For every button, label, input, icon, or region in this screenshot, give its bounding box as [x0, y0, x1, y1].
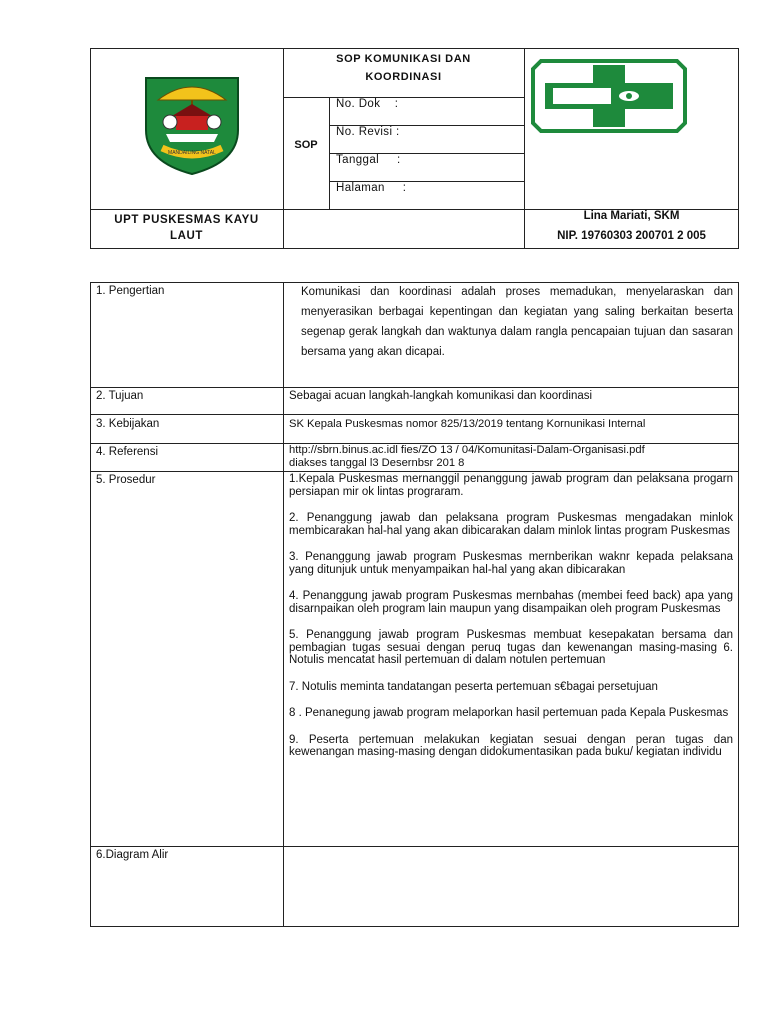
meta-halaman: Halaman :	[336, 182, 407, 194]
prosedur-step-3: 3. Penanggung jawab program Puskesmas mernberikan waknr kepada pelaksana yang ditunjuk untuk menyampaikan hal-hal yang akan dibicarakan	[289, 551, 733, 576]
prosedur-step-5: 5. Penanggung jawab program Puskesmas membuat kesepakatan bersama dan pembagian tugas sesuai dengan peruq tugas dan kewenangan masing-masing 6. Notulis mencatat hasil pertemuan di dalam notulen pertemuan	[289, 629, 733, 666]
kebijakan-label: 3. Kebijakan	[96, 418, 160, 430]
referensi-line-2: diakses tanggal l3 Desernbsr 201 8	[289, 457, 465, 469]
prosedur-step-4: 4. Penanggung jawab program Puskesmas mernbahas (membei feed back) apa yang disarnpaikan oleh program lain maupun yang disampaikan oleh program Puskesmas	[289, 590, 733, 615]
prosedur-step-2: 2. Penanggung jawab dan pelaksana program Puskesmas mengadakan minlok membicarakan hal-hal yang akan dibicarakan dalam minlok lintas program Puskesmas	[289, 512, 733, 537]
referensi-label: 4. Referensi	[96, 446, 159, 458]
meta-no-dok: No. Dok :	[336, 98, 399, 110]
signer-block	[524, 206, 739, 246]
document-title	[283, 50, 524, 86]
prosedur-label: 5. Prosedur	[96, 474, 156, 486]
prosedur-steps	[283, 472, 739, 760]
diagram-area	[284, 847, 738, 926]
title-line-2: KOORDINASI	[365, 71, 442, 83]
org-line-2: LAUT	[169, 230, 204, 242]
prosedur-step-6: 7. Notulis meminta tandatangan peserta pertemuan s€bagai persetujuan	[289, 680, 658, 693]
signer-name: Lina Mariati, SKM	[583, 210, 680, 222]
prosedur-step-8: 9. Peserta pertemuan melakukan kegiatan sesuai dengan peran tugas dan kewenangan masing-masing dengan didokumentasikan pada buku/ kegiatan individu	[289, 733, 733, 758]
body-hline-2	[90, 414, 739, 415]
pengertian-text: Komunikasi dan koordinasi adalah proses memadukan, menyelaraskan dan menyerasikan berbagai kepentingan dan kegiatan yang saling berkaitan beserta segenap gerak langkah dan waktunya dalam rangla pencapaian tujuan dan sasaran bersama yang akan dicapai.	[301, 286, 733, 358]
title-line-1: SOP KOMUNIKASI DAN	[336, 53, 471, 65]
pengertian-label: 1. Pengertian	[96, 285, 165, 297]
tujuan-label: 2. Tujuan	[96, 390, 144, 402]
referensi-line-1: http://sbrn.binus.ac.idl fies/ZO 13 / 04/Komunitasi-Dalam-Organisasi.pdf	[289, 444, 645, 456]
org-line-1: UPT PUSKESMAS KAYU	[114, 214, 259, 226]
referensi-text	[283, 444, 739, 470]
kebijakan-text: SK Kepala Puskesmas nomor 825/13/2019 tentang Kornunikasi Internal	[289, 418, 646, 430]
organization-name	[90, 212, 283, 244]
puskesmas-logo	[531, 59, 687, 133]
regency-logo	[140, 70, 244, 178]
prosedur-step-7: 8 . Penanegung jawab program melaporkan hasil pertemuan pada Kepala Puskesmas	[289, 707, 729, 719]
header-hline-title	[283, 97, 524, 98]
meta-no-revisi: No. Revisi :	[336, 126, 400, 138]
logo-text: MANDAILING NATAL	[168, 150, 216, 156]
diagram-label: 6.Diagram Alir	[96, 849, 169, 861]
prosedur-step-1: 1.Kepala Puskesmas mernanggil penanggung jawab program dan pelaksana progarn persiapan mir ok lintas prograram.	[289, 473, 733, 498]
meta-tanggal: Tanggal :	[336, 154, 401, 166]
sop-label: SOP	[294, 139, 318, 151]
signer-nip: NIP. 19760303 200701 2 005	[557, 230, 706, 242]
tujuan-text: Sebagai acuan langkah-langkah komunikasi dan koordinasi	[289, 390, 593, 402]
